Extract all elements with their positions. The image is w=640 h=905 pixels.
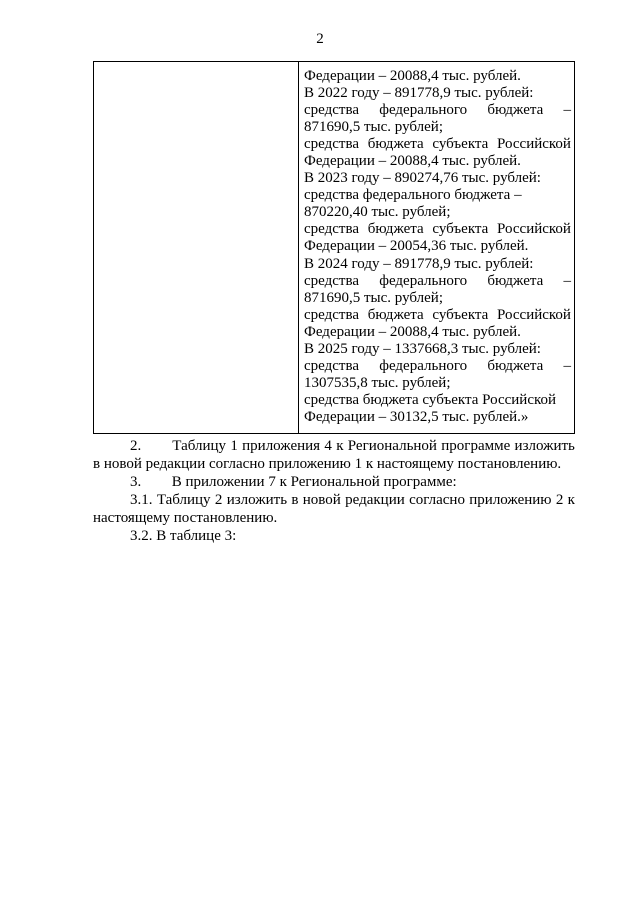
table-cell-word: субъекта — [432, 221, 489, 238]
table-cell-word: бюджета — [367, 136, 424, 153]
table-cell-word: бюджета — [487, 102, 544, 119]
table-cell-text: В 2022 году – 891778,9 тыс. рублей: — [304, 85, 534, 102]
table-cell-word: средства — [304, 221, 360, 238]
paragraph-3-2-text-1: 3.2. В таблице 3: — [130, 528, 237, 544]
table-cell-line — [304, 375, 571, 392]
table-cell-word: средства — [304, 102, 360, 119]
table-cell-word: средства — [304, 306, 360, 323]
table-cell-text: 871690,5 тыс. рублей; — [304, 289, 443, 306]
table-cell-line — [304, 102, 571, 119]
paragraph-3-1 — [93, 491, 575, 527]
paragraph-word: изложить — [226, 492, 288, 508]
table-cell-text: Федерации – 20054,36 тыс. рублей. — [304, 238, 529, 255]
table-cell-word: средства — [304, 272, 360, 289]
paragraph-2 — [93, 437, 575, 473]
table-cell-word: субъекта — [432, 306, 489, 323]
table-cell-line — [304, 273, 571, 290]
table-cell-text: 871690,5 тыс. рублей; — [304, 119, 443, 136]
table-cell-text: В 2023 году – 890274,76 тыс. рублей: — [304, 170, 541, 187]
paragraph-3-2-line-1 — [93, 527, 575, 545]
paragraph-word: Региональной — [347, 438, 437, 454]
paragraph-3-number: 3. — [130, 474, 142, 490]
table-cell-word: – — [563, 272, 571, 289]
paragraph-word: в — [291, 492, 299, 508]
table-cell-line — [304, 221, 571, 238]
table-cell-word: федерального — [379, 272, 468, 289]
table-cell-text: 1307535,8 тыс. рублей; — [304, 374, 451, 391]
paragraph-word: новой — [302, 492, 341, 508]
paragraph-word: 2 — [214, 492, 223, 508]
table-cell-line — [304, 153, 571, 170]
table-cell-line — [304, 136, 571, 153]
paragraph-word: Таблицу — [156, 492, 211, 508]
table-cell-text: Федерации – 20088,4 тыс. рублей. — [304, 323, 521, 340]
table-cell-line — [304, 68, 571, 85]
table-cell-text: В 2024 году – 891778,9 тыс. рублей: — [304, 255, 534, 272]
table-cell-word: средства — [304, 357, 360, 374]
table-cell-text: Федерации – 30132,5 тыс. рублей.» — [304, 408, 529, 425]
paragraph-3-1-text-2: настоящему постановлению. — [93, 510, 278, 526]
paragraph-word: приложению — [469, 492, 552, 508]
table-cell-word: Российской — [497, 221, 571, 238]
page-number: 2 — [316, 31, 324, 47]
table-cell-text: 870220,40 тыс. рублей; — [304, 204, 451, 221]
table-cell-word: – — [563, 357, 571, 374]
paragraph-word: к — [567, 492, 575, 508]
paragraph-word: 3.1. — [130, 492, 153, 508]
table-cell-line — [304, 324, 571, 341]
paragraph-word: изложить — [514, 438, 575, 454]
paragraph-word: редакции — [345, 492, 405, 508]
table-cell-word: субъекта — [432, 136, 489, 153]
paragraph-word: 1 — [230, 438, 238, 454]
paragraph-word: приложения — [242, 438, 321, 454]
paragraph-word: Таблицу — [172, 438, 227, 454]
table-cell-line — [304, 170, 571, 187]
table-cell-text: Федерации – 20088,4 тыс. рублей. — [304, 153, 521, 170]
table-cell-line — [304, 358, 571, 375]
table-cell-word: федерального — [379, 102, 468, 119]
table-cell-line — [304, 392, 571, 409]
paragraph-2-text-2: в новой редакции согласно приложению 1 к настоящему постановлению. — [93, 456, 562, 472]
table-cell-text: средства федерального бюджета – — [304, 187, 522, 204]
table-cell-word: бюджета — [487, 357, 544, 374]
table-cell-line — [304, 307, 571, 324]
table-cell-word: бюджета — [487, 272, 544, 289]
table-cell-line — [304, 85, 571, 102]
paragraph-2-line-2 — [93, 455, 575, 473]
table-cell-word: бюджета — [367, 306, 424, 323]
paragraph-3-line-1 — [93, 473, 575, 491]
table-cell-line — [304, 409, 571, 426]
table-cell-line — [304, 341, 571, 358]
table-cell-word: бюджета — [367, 221, 424, 238]
paragraph-word: к — [336, 438, 344, 454]
table-cell-line — [304, 238, 571, 255]
paragraph-3-1-line-2 — [93, 509, 575, 527]
table-cell-text: Федерации – 20088,4 тыс. рублей. — [304, 68, 521, 84]
table-cell-word: федерального — [379, 357, 468, 374]
paragraph-3-text-1: В приложении 7 к Региональной программе: — [171, 474, 457, 490]
table-cell-line — [304, 290, 571, 307]
table-right-cell — [304, 68, 571, 426]
paragraph-2-number: 2. — [130, 438, 142, 454]
paragraph-word: программе — [441, 438, 511, 454]
table-cell-text: В 2025 году – 1337668,3 тыс. рублей: — [304, 340, 541, 357]
table-column-divider — [298, 62, 299, 433]
table-cell-word: средства — [304, 136, 360, 153]
paragraph-3 — [93, 473, 575, 491]
table-cell-word: Российской — [497, 306, 571, 323]
paragraph-word: 2 — [555, 492, 564, 508]
paragraph-word: 4 — [324, 438, 332, 454]
table-cell-line — [304, 204, 571, 221]
table-cell-line — [304, 256, 571, 273]
paragraph-2-line-1 — [93, 437, 575, 455]
paragraph-3-1-line-1 — [93, 491, 575, 509]
paragraph-word: согласно — [409, 492, 465, 508]
paragraph-3-2 — [93, 527, 575, 545]
table-cell-word: Российской — [497, 136, 571, 153]
funding-table — [93, 61, 575, 434]
table-cell-text: средства бюджета субъекта Российской — [304, 391, 557, 408]
table-cell-line — [304, 119, 571, 136]
table-cell-line — [304, 187, 571, 204]
table-cell-word: – — [563, 102, 571, 119]
